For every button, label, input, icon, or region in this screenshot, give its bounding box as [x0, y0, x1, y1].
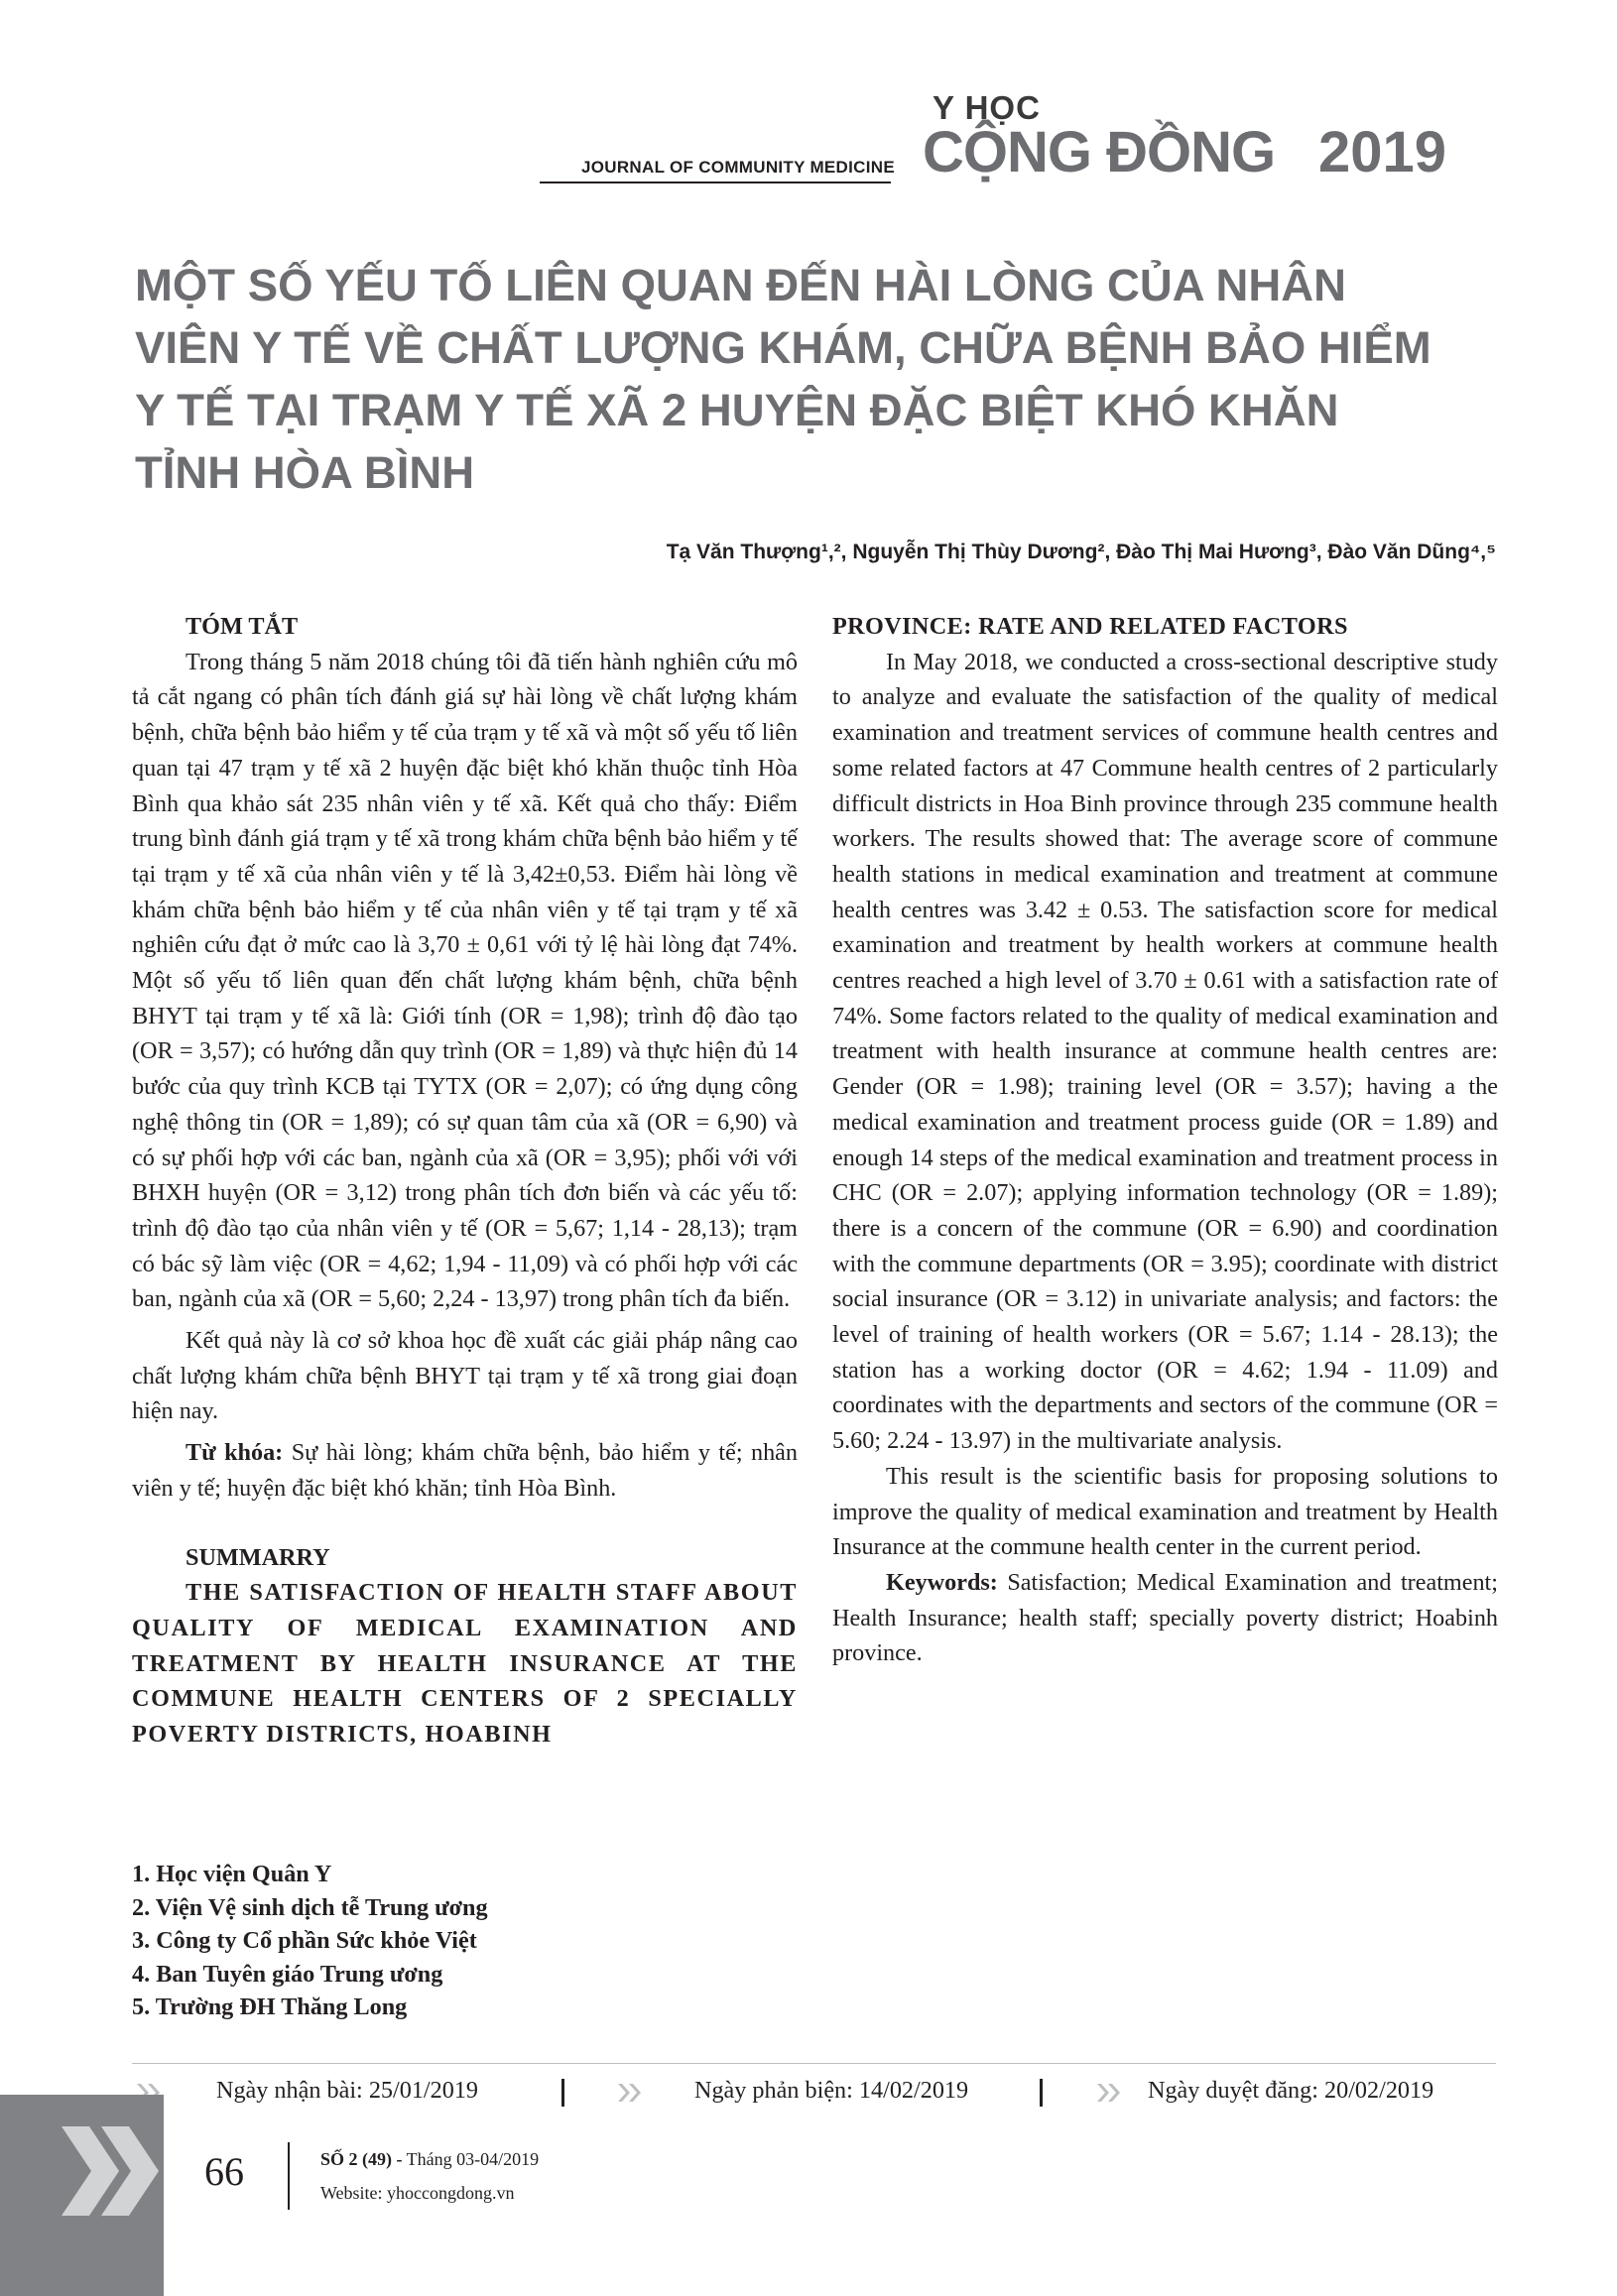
- abstract-en-paragraph: In May 2018, we conducted a cross-sectional descriptive study to analyze and evaluate the satisfaction of the quality of medical examination and treatment services of commune health centres and some related factors at 47 Commune health centres of 2 particularly difficult districts in Hoa Binh province through 235 commune health workers. The results showed that: The average score of commune health stations in medical examination and treatment at commune health centres was 3.42 ± 0.53. The satisfaction score for medical examination and treatment by health workers at commune health centres reached a high level of 3.70 ± 0.61 with a satisfaction rate of 74%. Some factors related to the quality of medical examination and treatment with health insurance at commune health centres are: Gender (OR = 1.98); training level (OR = 3.57); having a the medical examination and treatment process guide (OR = 1.89) and enough 14 steps of the medical examination and treatment process in CHC (OR = 2.07); applying information technology (OR = 1.89); there is a concern of the commune (OR = 6.90) and coordination with the commune departments (OR = 3.95); coordinate with district social insurance (OR = 3.12) in univariate analysis; and factors: the level of training of health workers (OR = 5.67; 1.14 - 28.13); the station has a working doctor (OR = 4.62; 1.94 - 11.09) and coordinates with the departments and sectors of the commune (OR = 5.60; 2.24 - 13.97) in the multivariate analysis.: [832, 648, 1498, 1455]
- chevron-right-icon: [1095, 2081, 1125, 2105]
- date-received: Ngày nhận bài: 25/01/2019: [216, 2077, 479, 2104]
- keywords-vi: [132, 1435, 798, 1506]
- logo-congdong-text: CỘNG ĐỒNG: [923, 120, 1276, 184]
- date-separator: [561, 2079, 564, 2107]
- footer-gray-block: [0, 2095, 164, 2296]
- title-line: MỘT SỐ YẾU TỐ LIÊN QUAN ĐẾN HÀI LÒNG CỦA NHÂN: [135, 260, 1346, 310]
- abstract-vi-paragraph: Kết quả này là cơ sở khoa học đề xuất các giải pháp nâng cao chất lượng khám chữa bệnh BHYT tại trạm y tế xã trong giai đoạn hiện nay.: [132, 1327, 798, 1425]
- logo-yhoc-text: Y HỌC: [933, 89, 1041, 126]
- date-separator: [1040, 2079, 1043, 2107]
- left-column: [132, 609, 798, 1752]
- title-line: TỈNH HÒA BÌNH: [135, 447, 475, 498]
- right-column: [832, 609, 1498, 1671]
- english-title-left: THE SATISFACTION OF HEALTH STAFF ABOUT QUALITY OF MEDICAL EXAMINATION AND TREATMENT BY HEALTH INSURANCE AT THE COMMUNE HEALTH CENTERS OF 2 SPECIALLY POVERTY DISTRICTS, HOABINH: [132, 1579, 798, 1749]
- chevron-right-icon: [616, 2081, 646, 2105]
- abstract-en-paragraph: This result is the scientific basis for proposing solutions to improve the quality of medical examination and treatment by Health Insurance at the commune health center in the current period.: [832, 1462, 1498, 1561]
- affiliation-item: 1. Học viện Quân Y: [132, 1861, 332, 1887]
- article-title: [135, 254, 1524, 504]
- website-url: Website: yhoccongdong.vn: [320, 2183, 515, 2203]
- issue-number: SỐ 2 (49) -: [320, 2149, 403, 2169]
- journal-name-en: JOURNAL OF COMMUNITY MEDICINE: [581, 158, 895, 177]
- double-chevron-icon: [62, 2126, 161, 2216]
- author-list: Tạ Văn Thượng¹,², Nguyễn Thị Thùy Dương², Đào Thị Mai Hương³, Đào Văn Dũng⁴,⁵: [666, 541, 1496, 563]
- date-reviewed: Ngày phản biện: 14/02/2019: [694, 2077, 969, 2104]
- keywords-en-text: Satisfaction; Medical Examination and treatment; Health Insurance; health staff; specially poverty district; Hoabinh province.: [832, 1568, 1498, 1667]
- keywords-en-label: Keywords:: [886, 1568, 998, 1596]
- affiliation-item: 4. Ban Tuyên giáo Trung ương: [132, 1960, 443, 1988]
- dates-rule: [132, 2063, 1496, 2064]
- header-rule: [540, 181, 891, 183]
- keywords-vi-text: Sự hài lòng; khám chữa bệnh, bảo hiểm y tế; nhân viên y tế; huyện đặc biệt khó khăn; tỉnh Hòa Bình.: [132, 1439, 798, 1502]
- affiliations: [132, 1858, 488, 2024]
- issue-info: [320, 2149, 539, 2170]
- affiliation-item: 2. Viện Vệ sinh dịch tễ Trung ương: [132, 1893, 488, 1921]
- abstract-vi-paragraph: Trong tháng 5 năm 2018 chúng tôi đã tiến hành nghiên cứu mô tả cắt ngang có phân tích đánh giá sự hài lòng về chất lượng khám bệnh, chữa bệnh bảo hiểm y tế của trạm y tế xã và một số yếu tố liên quan tại 47 trạm y tế xã 2 huyện đặc biệt khó khăn thuộc tỉnh Hòa Bình qua khảo sát 235 nhân viên y tế xã. Kết quả cho thấy: Điểm trung bình đánh giá trạm y tế xã trong khám chữa bệnh bảo hiểm y tế tại trạm y tế xã của nhân viên y tế là 3,42±0,53. Điểm hài lòng về khám chữa bệnh bảo hiểm y tế của nhân viên y tế tại trạm y tế xã nghiên cứu đạt ở mức cao là 3,70 ± 0,61 với tỷ lệ hài lòng đạt 74%. Một số yếu tố liên quan đến chất lượng khám bệnh, chữa bệnh BHYT tại trạm y tế xã là: Giới tính (OR = 1,98); trình độ đào tạo (OR = 3,57); có hướng dẫn quy trình (OR = 1,89) và thực hiện đủ 14 bước của quy trình KCB tại TYTX (OR = 2,07); có ứng dụng công nghệ thông tin (OR = 1,89); có sự quan tâm của xã (OR = 6,90) và có sự phối hợp với các ban, ngành của xã (OR = 3,95); phối với với BHXH huyện (OR = 3,12) trong phân tích đơn biến và các yếu tố: trình độ đào tạo của nhân viên y tế (OR = 5,67; 1,14 - 28,13); trạm có bác sỹ làm việc (OR = 4,62; 1,94 - 11,09) và có phối hợp với các ban, ngành của xã (OR = 5,60; 2,24 - 13,97) trong phân tích đa biến.: [132, 648, 798, 1313]
- keywords-vi-label: Từ khóa:: [186, 1439, 284, 1467]
- title-line: VIÊN Y TẾ VỀ CHẤT LƯỢNG KHÁM, CHỮA BỆNH BẢO HIỂM: [135, 322, 1431, 373]
- footer-divider: [288, 2142, 290, 2210]
- date-accepted: Ngày duyệt đăng: 20/02/2019: [1148, 2077, 1434, 2104]
- title-line: Y TẾ TẠI TRẠM Y TẾ XÃ 2 HUYỆN ĐẶC BIỆT KHÓ KHĂN: [135, 385, 1339, 435]
- logo-year: 2019: [1318, 120, 1447, 184]
- abstract-vi-heading: TÓM TẮT: [186, 613, 299, 640]
- affiliation-item: 5. Trường ĐH Thăng Long: [132, 1994, 408, 2020]
- page-number: 66: [204, 2149, 244, 2194]
- issue-date: Tháng 03-04/2019: [402, 2149, 540, 2169]
- keywords-en: [832, 1565, 1498, 1671]
- english-title-right: PROVINCE: RATE AND RELATED FACTORS: [832, 613, 1348, 640]
- affiliation-item: 3. Công ty Cổ phần Sức khỏe Việt: [132, 1927, 477, 1954]
- abstract-en-heading: SUMMARRY: [186, 1543, 330, 1571]
